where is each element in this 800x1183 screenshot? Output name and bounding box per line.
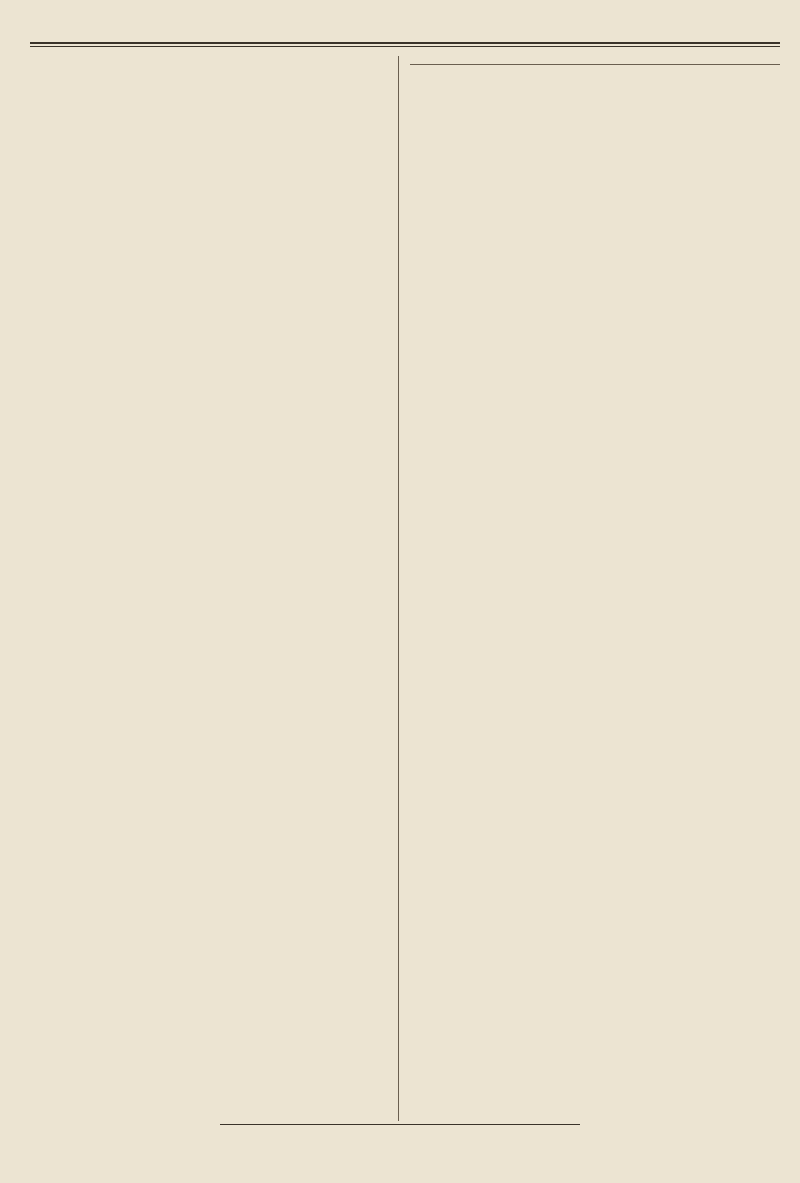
left-column: [32, 56, 392, 1121]
right-column: [410, 56, 780, 1121]
footer-rule: [220, 1124, 580, 1125]
column-divider: [398, 56, 399, 1121]
section-rule: [410, 64, 780, 65]
header-rule: [30, 42, 780, 47]
